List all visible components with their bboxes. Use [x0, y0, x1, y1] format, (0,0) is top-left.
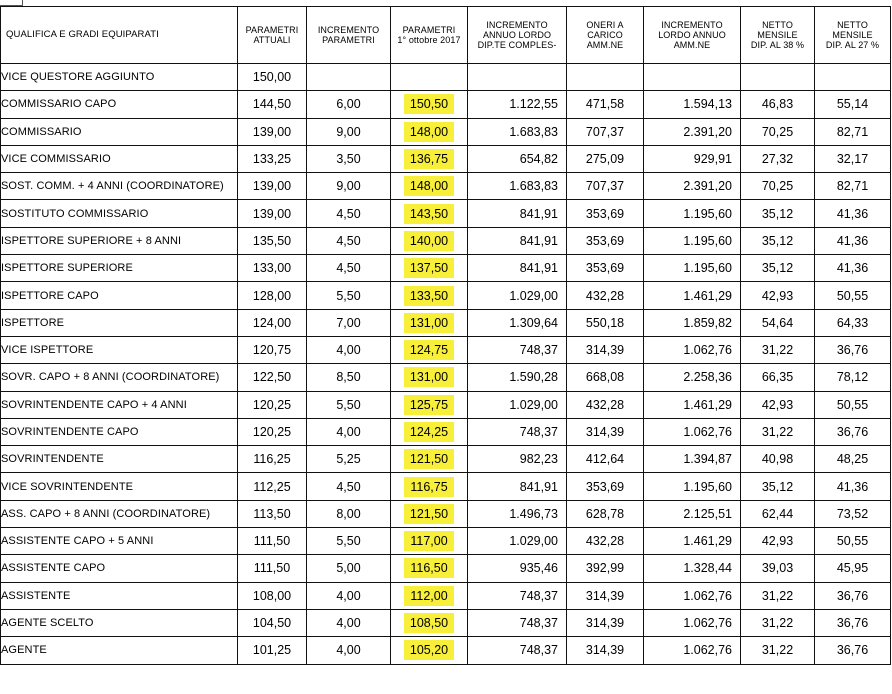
- incremento-parametri-cell: [307, 64, 391, 91]
- incremento-parametri-cell: 3,50: [307, 145, 391, 172]
- incremento-annuo-lordo-dip-cell: 841,91: [468, 227, 567, 254]
- header-row: [1, 7, 891, 64]
- netto-mensile-38-cell: 62,44: [741, 500, 815, 527]
- incremento-parametri-cell: 4,00: [307, 609, 391, 636]
- parametri-attuali-cell: 135,50: [238, 227, 307, 254]
- incremento-lordo-annuo-amm-cell: 1.394,87: [644, 446, 741, 473]
- parametri-attuali-cell: 144,50: [238, 91, 307, 118]
- netto-mensile-38-cell: 42,93: [741, 282, 815, 309]
- highlighted-value: 117,00: [404, 531, 453, 551]
- netto-mensile-27-cell: 36,76: [815, 637, 891, 664]
- parametri-2017-cell: [391, 227, 468, 254]
- header-line: INCREMENTO: [661, 20, 723, 30]
- parametri-attuali-cell: 120,25: [238, 418, 307, 445]
- parametri-attuali-cell: 150,00: [238, 64, 307, 91]
- incremento-parametri-cell: 7,00: [307, 309, 391, 336]
- table-body: [1, 64, 891, 665]
- netto-mensile-38-cell: 42,93: [741, 528, 815, 555]
- incremento-parametri-cell: 4,00: [307, 637, 391, 664]
- highlighted-value: 136,75: [404, 149, 454, 169]
- qualifica-cell: COMMISSARIO CAPO: [1, 91, 238, 118]
- incremento-lordo-annuo-amm-cell: 1.195,60: [644, 255, 741, 282]
- parametri-attuali-cell: 111,50: [238, 555, 307, 582]
- incremento-annuo-lordo-dip-cell: 841,91: [468, 200, 567, 227]
- incremento-lordo-annuo-amm-cell: 1.195,60: [644, 200, 741, 227]
- netto-mensile-27-cell: 55,14: [815, 91, 891, 118]
- qualifica-cell: VICE ISPETTORE: [1, 336, 238, 363]
- highlighted-value: 148,00: [404, 176, 454, 196]
- incremento-parametri-cell: 4,50: [307, 473, 391, 500]
- netto-mensile-27-cell: 50,55: [815, 528, 891, 555]
- qualifica-cell: ASSISTENTE CAPO: [1, 555, 238, 582]
- parametri-2017-cell: [391, 637, 468, 664]
- qualifica-cell: SOST. COMM. + 4 ANNI (COORDINATORE): [1, 173, 238, 200]
- oneri-carico-amm-cell: 314,39: [567, 336, 644, 363]
- qualifica-cell: VICE COMMISSARIO: [1, 145, 238, 172]
- netto-mensile-38-cell: 31,22: [741, 418, 815, 445]
- header-line: AMM.NE: [586, 40, 624, 50]
- parametri-attuali-cell: 108,00: [238, 582, 307, 609]
- highlighted-value: 124,25: [404, 422, 454, 442]
- oneri-carico-amm-cell: 275,09: [567, 145, 644, 172]
- incremento-lordo-annuo-amm-cell: 1.062,76: [644, 336, 741, 363]
- netto-mensile-27-cell: [815, 64, 891, 91]
- table-row: [1, 473, 891, 500]
- oneri-carico-amm-cell: 314,39: [567, 582, 644, 609]
- incremento-parametri-cell: 4,50: [307, 255, 391, 282]
- netto-mensile-38-cell: [741, 64, 815, 91]
- highlighted-value: 137,50: [404, 258, 454, 278]
- netto-mensile-38-cell: 40,98: [741, 446, 815, 473]
- netto-mensile-27-cell: 50,55: [815, 391, 891, 418]
- parametri-2017-cell: [391, 528, 468, 555]
- oneri-carico-amm-cell: 314,39: [567, 418, 644, 445]
- incremento-lordo-annuo-amm-cell: 1.195,60: [644, 473, 741, 500]
- highlighted-value: 108,50: [404, 613, 454, 633]
- header-incremento-parametri: [307, 7, 391, 64]
- parametri-attuali-cell: 133,25: [238, 145, 307, 172]
- incremento-annuo-lordo-dip-cell: 841,91: [468, 473, 567, 500]
- netto-mensile-38-cell: 31,22: [741, 637, 815, 664]
- highlighted-value: 112,00: [404, 586, 453, 606]
- incremento-annuo-lordo-dip-cell: 654,82: [468, 145, 567, 172]
- incremento-annuo-lordo-dip-cell: 935,46: [468, 555, 567, 582]
- incremento-parametri-cell: 5,25: [307, 446, 391, 473]
- parametri-attuali-cell: 120,75: [238, 336, 307, 363]
- incremento-annuo-lordo-dip-cell: [468, 64, 567, 91]
- incremento-lordo-annuo-amm-cell: 929,91: [644, 145, 741, 172]
- oneri-carico-amm-cell: 707,37: [567, 173, 644, 200]
- incremento-lordo-annuo-amm-cell: 1.062,76: [644, 582, 741, 609]
- parametri-attuali-cell: 116,25: [238, 446, 307, 473]
- incremento-parametri-cell: 4,50: [307, 200, 391, 227]
- netto-mensile-27-cell: 36,76: [815, 336, 891, 363]
- qualifica-cell: AGENTE SCELTO: [1, 609, 238, 636]
- parametri-2017-cell: [391, 364, 468, 391]
- parametri-2017-cell: [391, 173, 468, 200]
- table-row: [1, 528, 891, 555]
- highlighted-value: 125,75: [404, 395, 454, 415]
- parametri-2017-cell: [391, 118, 468, 145]
- oneri-carico-amm-cell: 668,08: [567, 364, 644, 391]
- incremento-lordo-annuo-amm-cell: 1.461,29: [644, 391, 741, 418]
- incremento-annuo-lordo-dip-cell: 1.496,73: [468, 500, 567, 527]
- netto-mensile-27-cell: 36,76: [815, 582, 891, 609]
- header-parametri-attuali: [238, 7, 307, 64]
- qualifica-cell: ASSISTENTE CAPO + 5 ANNI: [1, 528, 238, 555]
- oneri-carico-amm-cell: 432,28: [567, 528, 644, 555]
- qualifica-cell: SOSTITUTO COMMISSARIO: [1, 200, 238, 227]
- incremento-annuo-lordo-dip-cell: 1.029,00: [468, 282, 567, 309]
- parametri-2017-cell: [391, 446, 468, 473]
- netto-mensile-27-cell: 73,52: [815, 500, 891, 527]
- incremento-lordo-annuo-amm-cell: 1.594,13: [644, 91, 741, 118]
- incremento-annuo-lordo-dip-cell: 982,23: [468, 446, 567, 473]
- highlighted-value: 121,50: [404, 504, 454, 524]
- parametri-2017-cell: [391, 555, 468, 582]
- table-row: [1, 145, 891, 172]
- highlighted-value: 133,50: [404, 286, 454, 306]
- netto-mensile-38-cell: 42,93: [741, 391, 815, 418]
- parametri-2017-cell: [391, 582, 468, 609]
- netto-mensile-27-cell: 64,33: [815, 309, 891, 336]
- incremento-lordo-annuo-amm-cell: 1.062,76: [644, 418, 741, 445]
- table-row: [1, 364, 891, 391]
- header-line: MENSILE: [832, 30, 873, 40]
- header-line: INCREMENTO: [486, 20, 548, 30]
- incremento-parametri-cell: 5,00: [307, 555, 391, 582]
- incremento-parametri-cell: 9,00: [307, 118, 391, 145]
- parametri-2017-cell: [391, 309, 468, 336]
- table-row: [1, 609, 891, 636]
- highlighted-value: 116,75: [404, 477, 453, 497]
- oneri-carico-amm-cell: 707,37: [567, 118, 644, 145]
- header-line: PARAMETRI: [402, 25, 456, 35]
- highlighted-value: 143,50: [404, 204, 454, 224]
- header-line: INCREMENTO: [317, 25, 380, 35]
- oneri-carico-amm-cell: 392,99: [567, 555, 644, 582]
- incremento-annuo-lordo-dip-cell: 748,37: [468, 582, 567, 609]
- netto-mensile-38-cell: 35,12: [741, 473, 815, 500]
- header-line: PARAMETRI: [245, 25, 299, 35]
- oneri-carico-amm-cell: 353,69: [567, 227, 644, 254]
- netto-mensile-38-cell: 35,12: [741, 227, 815, 254]
- qualifica-cell: SOVRINTENDENTE CAPO: [1, 418, 238, 445]
- incremento-lordo-annuo-amm-cell: 1.461,29: [644, 282, 741, 309]
- incremento-parametri-cell: 5,50: [307, 528, 391, 555]
- header-qualifica: [1, 7, 238, 64]
- incremento-parametri-cell: 9,00: [307, 173, 391, 200]
- incremento-lordo-annuo-amm-cell: 1.859,82: [644, 309, 741, 336]
- parametri-2017-cell: [391, 91, 468, 118]
- qualifica-cell: ISPETTORE CAPO: [1, 282, 238, 309]
- incremento-parametri-cell: 4,00: [307, 582, 391, 609]
- header-netto-mensile-38: [741, 7, 815, 64]
- parametri-attuali-cell: 139,00: [238, 200, 307, 227]
- netto-mensile-38-cell: 70,25: [741, 173, 815, 200]
- netto-mensile-27-cell: 50,55: [815, 282, 891, 309]
- header-line: 1° ottobre 2017: [397, 35, 461, 45]
- header-netto-mensile-27: [815, 7, 891, 64]
- netto-mensile-27-cell: 36,76: [815, 609, 891, 636]
- parametri-attuali-cell: 104,50: [238, 609, 307, 636]
- highlighted-value: 116,50: [404, 558, 453, 578]
- highlighted-value: 148,00: [404, 122, 454, 142]
- table-header: [1, 7, 891, 64]
- header-incremento-annuo-lordo-dip: [468, 7, 567, 64]
- incremento-annuo-lordo-dip-cell: 748,37: [468, 609, 567, 636]
- incremento-annuo-lordo-dip-cell: 1.683,83: [468, 118, 567, 145]
- parametri-2017-cell: [391, 282, 468, 309]
- netto-mensile-27-cell: 41,36: [815, 227, 891, 254]
- table-row: [1, 118, 891, 145]
- table-row: [1, 227, 891, 254]
- incremento-lordo-annuo-amm-cell: 1.062,76: [644, 609, 741, 636]
- qualifica-cell: ISPETTORE: [1, 309, 238, 336]
- netto-mensile-27-cell: 41,36: [815, 255, 891, 282]
- incremento-annuo-lordo-dip-cell: 1.122,55: [468, 91, 567, 118]
- oneri-carico-amm-cell: [567, 64, 644, 91]
- incremento-parametri-cell: 8,50: [307, 364, 391, 391]
- parametri-2017-cell: [391, 609, 468, 636]
- header-line: LORDO ANNUO: [658, 30, 726, 40]
- qualifica-cell: SOVRINTENDENTE: [1, 446, 238, 473]
- salary-table-sheet: [0, 6, 892, 694]
- incremento-parametri-cell: 5,50: [307, 282, 391, 309]
- table-row: [1, 336, 891, 363]
- table-row: [1, 446, 891, 473]
- header-line: ONERI A: [586, 20, 624, 30]
- header-incremento-lordo-annuo-amm: [644, 7, 741, 64]
- header-parametri-ottobre-2017: [391, 7, 468, 64]
- header-line: PARAMETRI: [322, 35, 375, 45]
- incremento-lordo-annuo-amm-cell: 1.461,29: [644, 528, 741, 555]
- incremento-lordo-annuo-amm-cell: 1.195,60: [644, 227, 741, 254]
- incremento-parametri-cell: 6,00: [307, 91, 391, 118]
- parametri-attuali-cell: 113,50: [238, 500, 307, 527]
- oneri-carico-amm-cell: 353,69: [567, 255, 644, 282]
- parametri-attuali-cell: 139,00: [238, 118, 307, 145]
- incremento-lordo-annuo-amm-cell: 2.391,20: [644, 173, 741, 200]
- header-line: DIP. AL 27 %: [825, 40, 880, 50]
- netto-mensile-27-cell: 36,76: [815, 418, 891, 445]
- netto-mensile-27-cell: 41,36: [815, 473, 891, 500]
- highlighted-value: 150,50: [404, 94, 454, 114]
- table-row: [1, 91, 891, 118]
- header-line: CARICO: [587, 30, 623, 40]
- parametri-2017-cell: [391, 391, 468, 418]
- oneri-carico-amm-cell: 314,39: [567, 637, 644, 664]
- highlighted-value: 140,00: [404, 231, 454, 251]
- highlighted-value: 131,00: [404, 367, 454, 387]
- incremento-annuo-lordo-dip-cell: 748,37: [468, 336, 567, 363]
- oneri-carico-amm-cell: 550,18: [567, 309, 644, 336]
- netto-mensile-38-cell: 54,64: [741, 309, 815, 336]
- parametri-attuali-cell: 112,25: [238, 473, 307, 500]
- table-row: [1, 173, 891, 200]
- highlighted-value: 131,00: [404, 313, 454, 333]
- table-row: [1, 200, 891, 227]
- header-line: MENSILE: [757, 30, 798, 40]
- parametri-2017-cell: [391, 473, 468, 500]
- parametri-2017-cell: [391, 145, 468, 172]
- qualifica-cell: SOVR. CAPO + 8 ANNI (COORDINATORE): [1, 364, 238, 391]
- incremento-parametri-cell: 4,00: [307, 418, 391, 445]
- table-row: [1, 64, 891, 91]
- oneri-carico-amm-cell: 353,69: [567, 473, 644, 500]
- incremento-annuo-lordo-dip-cell: 748,37: [468, 418, 567, 445]
- qualifica-cell: VICE SOVRINTENDENTE: [1, 473, 238, 500]
- parametri-attuali-cell: 111,50: [238, 528, 307, 555]
- salary-parameters-table: [0, 6, 891, 665]
- header-line: AMM.NE: [673, 40, 711, 50]
- netto-mensile-38-cell: 70,25: [741, 118, 815, 145]
- parametri-attuali-cell: 101,25: [238, 637, 307, 664]
- qualifica-cell: VICE QUESTORE AGGIUNTO: [1, 64, 238, 91]
- netto-mensile-27-cell: 82,71: [815, 173, 891, 200]
- parametri-2017-cell: [391, 418, 468, 445]
- table-row: [1, 255, 891, 282]
- incremento-lordo-annuo-amm-cell: [644, 64, 741, 91]
- parametri-attuali-cell: 122,50: [238, 364, 307, 391]
- highlighted-value: 121,50: [404, 449, 454, 469]
- netto-mensile-38-cell: 31,22: [741, 582, 815, 609]
- qualifica-cell: ASSISTENTE: [1, 582, 238, 609]
- parametri-2017-cell: [391, 255, 468, 282]
- incremento-parametri-cell: 5,50: [307, 391, 391, 418]
- netto-mensile-38-cell: 31,22: [741, 609, 815, 636]
- incremento-annuo-lordo-dip-cell: 748,37: [468, 637, 567, 664]
- header-line: NETTO: [837, 20, 868, 30]
- highlighted-value: 124,75: [404, 340, 454, 360]
- highlighted-value: 105,20: [404, 640, 454, 660]
- qualifica-cell: ISPETTORE SUPERIORE: [1, 255, 238, 282]
- parametri-attuali-cell: 128,00: [238, 282, 307, 309]
- parametri-2017-cell: [391, 336, 468, 363]
- qualifica-cell: SOVRINTENDENTE CAPO + 4 ANNI: [1, 391, 238, 418]
- table-row: [1, 555, 891, 582]
- incremento-lordo-annuo-amm-cell: 2.258,36: [644, 364, 741, 391]
- parametri-2017-cell: [391, 500, 468, 527]
- netto-mensile-38-cell: 66,35: [741, 364, 815, 391]
- incremento-annuo-lordo-dip-cell: 841,91: [468, 255, 567, 282]
- oneri-carico-amm-cell: 432,28: [567, 282, 644, 309]
- header-line: ATTUALI: [253, 35, 291, 45]
- incremento-annuo-lordo-dip-cell: 1.029,00: [468, 528, 567, 555]
- incremento-annuo-lordo-dip-cell: 1.309,64: [468, 309, 567, 336]
- oneri-carico-amm-cell: 314,39: [567, 609, 644, 636]
- oneri-carico-amm-cell: 432,28: [567, 391, 644, 418]
- netto-mensile-27-cell: 82,71: [815, 118, 891, 145]
- incremento-lordo-annuo-amm-cell: 1.328,44: [644, 555, 741, 582]
- incremento-annuo-lordo-dip-cell: 1.029,00: [468, 391, 567, 418]
- netto-mensile-38-cell: 31,22: [741, 336, 815, 363]
- header-line: ANNUO LORDO: [482, 30, 552, 40]
- incremento-lordo-annuo-amm-cell: 1.062,76: [644, 637, 741, 664]
- netto-mensile-27-cell: 78,12: [815, 364, 891, 391]
- table-row: [1, 282, 891, 309]
- header-oneri-carico-amm: [567, 7, 644, 64]
- parametri-attuali-cell: 120,25: [238, 391, 307, 418]
- table-row: [1, 637, 891, 664]
- parametri-2017-cell: [391, 64, 468, 91]
- netto-mensile-38-cell: 27,32: [741, 145, 815, 172]
- qualifica-cell: AGENTE: [1, 637, 238, 664]
- parametri-2017-cell: [391, 200, 468, 227]
- netto-mensile-38-cell: 35,12: [741, 255, 815, 282]
- header-line: DIP. AL 38 %: [750, 40, 805, 50]
- netto-mensile-27-cell: 45,95: [815, 555, 891, 582]
- table-row: [1, 582, 891, 609]
- incremento-annuo-lordo-dip-cell: 1.590,28: [468, 364, 567, 391]
- incremento-lordo-annuo-amm-cell: 2.391,20: [644, 118, 741, 145]
- table-row: [1, 418, 891, 445]
- incremento-parametri-cell: 4,00: [307, 336, 391, 363]
- netto-mensile-27-cell: 41,36: [815, 200, 891, 227]
- qualifica-cell: ASS. CAPO + 8 ANNI (COORDINATORE): [1, 500, 238, 527]
- netto-mensile-38-cell: 35,12: [741, 200, 815, 227]
- table-row: [1, 309, 891, 336]
- netto-mensile-38-cell: 39,03: [741, 555, 815, 582]
- incremento-parametri-cell: 4,50: [307, 227, 391, 254]
- parametri-attuali-cell: 139,00: [238, 173, 307, 200]
- netto-mensile-38-cell: 46,83: [741, 91, 815, 118]
- oneri-carico-amm-cell: 628,78: [567, 500, 644, 527]
- oneri-carico-amm-cell: 471,58: [567, 91, 644, 118]
- header-line: DIP.TE COMPLES-: [477, 40, 557, 50]
- parametri-attuali-cell: 124,00: [238, 309, 307, 336]
- incremento-lordo-annuo-amm-cell: 2.125,51: [644, 500, 741, 527]
- oneri-carico-amm-cell: 412,64: [567, 446, 644, 473]
- qualifica-cell: COMMISSARIO: [1, 118, 238, 145]
- header-line: NETTO: [762, 20, 793, 30]
- oneri-carico-amm-cell: 353,69: [567, 200, 644, 227]
- incremento-parametri-cell: 8,00: [307, 500, 391, 527]
- header-line: QUALIFICA E GRADI EQUIPARATI: [6, 29, 159, 40]
- parametri-attuali-cell: 133,00: [238, 255, 307, 282]
- netto-mensile-27-cell: 32,17: [815, 145, 891, 172]
- incremento-annuo-lordo-dip-cell: 1.683,83: [468, 173, 567, 200]
- qualifica-cell: ISPETTORE SUPERIORE + 8 ANNI: [1, 227, 238, 254]
- table-row: [1, 391, 891, 418]
- table-row: [1, 500, 891, 527]
- netto-mensile-27-cell: 48,25: [815, 446, 891, 473]
